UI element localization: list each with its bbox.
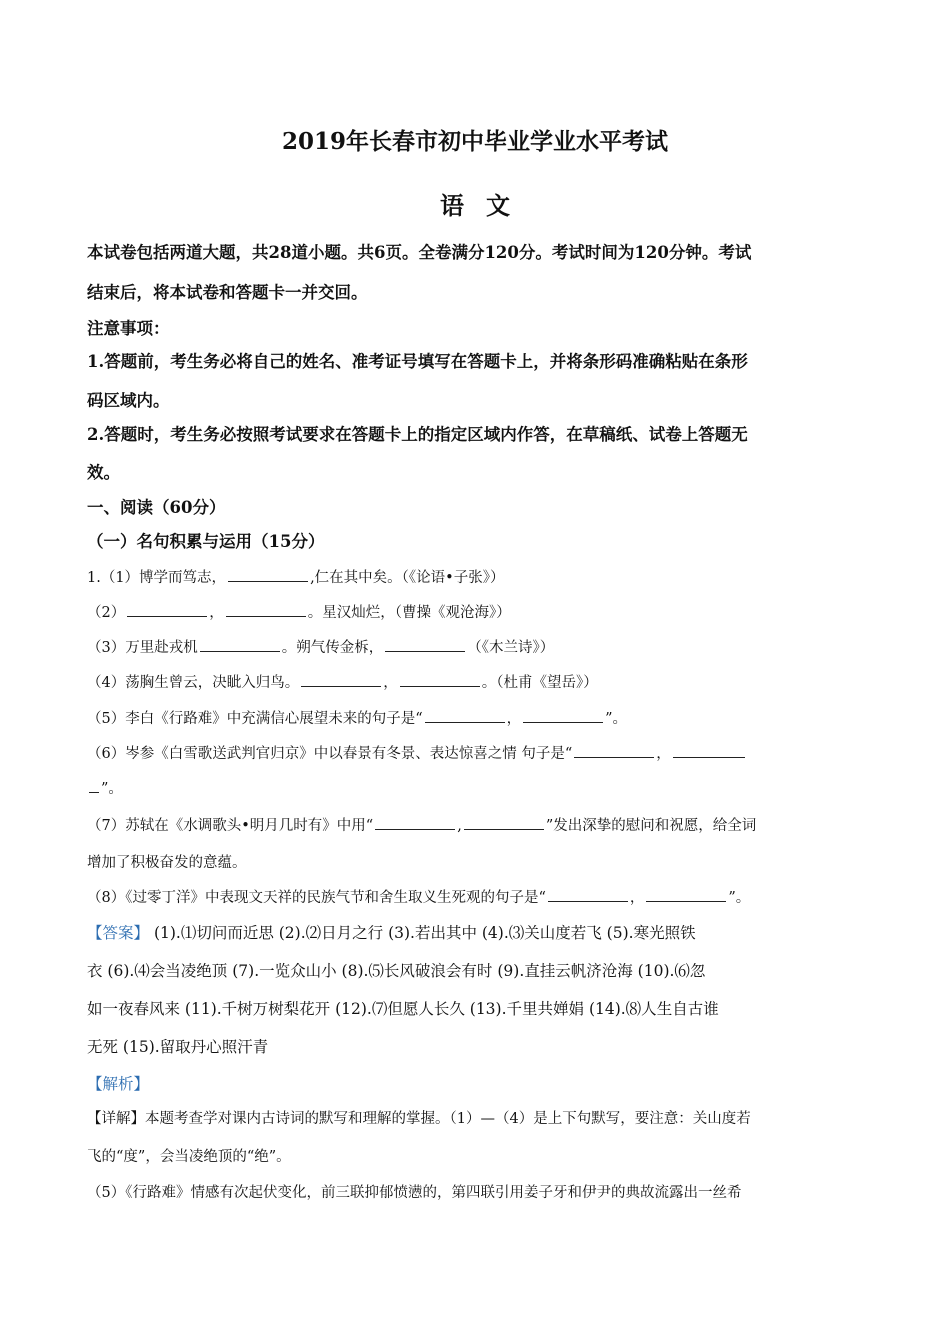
answer-blank (464, 814, 544, 830)
answer-blank (425, 707, 505, 723)
question-1-part-8: （8）《过零丁洋》中表现文天祥的民族气节和舍生取义生死观的句子是“ ， ”。 (87, 886, 867, 909)
notes-heading: 注意事项： (87, 319, 170, 338)
answer-blank (548, 886, 628, 902)
analysis-label: 【解析】 (87, 1075, 150, 1093)
detail-line-2: 飞的“度”，会当凌绝顶的“绝”。 (87, 1149, 291, 1165)
note-1-line-1: 1.答题前，考生务必将自己的姓名、准考证号填写在答题卡上，并将条形码准确粘贴在条形 (87, 352, 748, 371)
answer-line-2: 衣 (6).⑷会当凌绝顶 (7).一览众山小 (8).⑸长风破浪会有时 (9).直挂云帆济沧海 (10).⑹忽 (87, 962, 706, 980)
answer-line-1: 【答案】 (1).⑴切问而近思 (2).⑵日月之行 (3).若出其中 (4).⑶关山度若飞 (5).寒光照铁 (87, 924, 696, 942)
question-1-part-6-cont: ”。 (87, 777, 867, 800)
answer-blank (574, 742, 654, 758)
answer-blank (523, 707, 603, 723)
answer-blank (673, 742, 745, 758)
answer-blank (89, 777, 99, 793)
question-1-part-6: （6）岑参《白雪歌送武判官归京》中以春景有冬景、表达惊喜之情 句子是“ ， (87, 742, 867, 765)
question-1-part-3: （3）万里赴戎机 。朔气传金柝， （《木兰诗》） (87, 636, 867, 659)
intro-line-2: 结束后，将本试卷和答题卡一并交回。 (87, 283, 368, 302)
section-heading: 一、阅读（60分） (87, 498, 226, 517)
question-1-part-1: 1.（1）博学而笃志， ,仁在其中矣。（《论语•子张》） (87, 566, 867, 589)
subsection-heading: （一）名句积累与运用（15分） (87, 532, 325, 551)
answer-blank (200, 636, 280, 652)
subject-heading: 语文 (440, 191, 532, 220)
answer-line-4: 无死 (15).留取丹心照汗青 (87, 1038, 269, 1056)
answer-label: 【答案】 (87, 924, 150, 942)
note-2-line-2: 效。 (87, 463, 120, 482)
answer-blank (226, 601, 306, 617)
note-1-line-2: 码区域内。 (87, 391, 170, 410)
question-1-part-7: （7）苏轼在《水调歌头•明月几时有》中用“ , ”发出深挚的慰问和祝愿，给全词 (87, 814, 867, 837)
detail-line-1: 【详解】本题考查学对课内古诗词的默写和理解的掌握。（1）—（4）是上下句默写，要注意：关山度若 (87, 1111, 751, 1127)
answer-blank (375, 814, 455, 830)
note-2-line-1: 2.答题时，考生务必按照考试要求在答题卡上的指定区域内作答，在草稿纸、试卷上答题无 (87, 425, 748, 444)
answer-blank (301, 671, 381, 687)
answer-blank (228, 566, 308, 582)
answer-line-3: 如一夜春风来 (11).千树万树梨花开 (12).⑺但愿人长久 (13).千里共婵娟 (14).⑻人生自古谁 (87, 1000, 719, 1018)
answer-blank (385, 636, 465, 652)
detail-line-3: （5）《行路难》情感有次起伏变化，前三联抑郁愤懑的，第四联引用姜子牙和伊尹的典故流露出一丝希 (87, 1185, 742, 1201)
answer-blank (127, 601, 207, 617)
question-1-part-7-cont: 增加了积极奋发的意蕴。 (87, 855, 247, 871)
question-1-part-4: （4）荡胸生曾云，决眦入归鸟。 ， 。（杜甫《望岳》） (87, 671, 867, 694)
exam-title: 2019年长春市初中毕业学业水平考试 (281, 128, 668, 155)
question-1-part-5: （5）李白《行路难》中充满信心展望未来的句子是“ ， ”。 (87, 707, 867, 730)
answer-blank (646, 886, 726, 902)
question-1-part-2: （2） ， 。星汉灿烂，（曹操《观沧海》） (87, 601, 867, 624)
answer-blank (400, 671, 480, 687)
intro-line-1: 本试卷包括两道大题，共28道小题。共6页。全卷满分120分。考试时间为120分钟。考试 (87, 243, 752, 262)
